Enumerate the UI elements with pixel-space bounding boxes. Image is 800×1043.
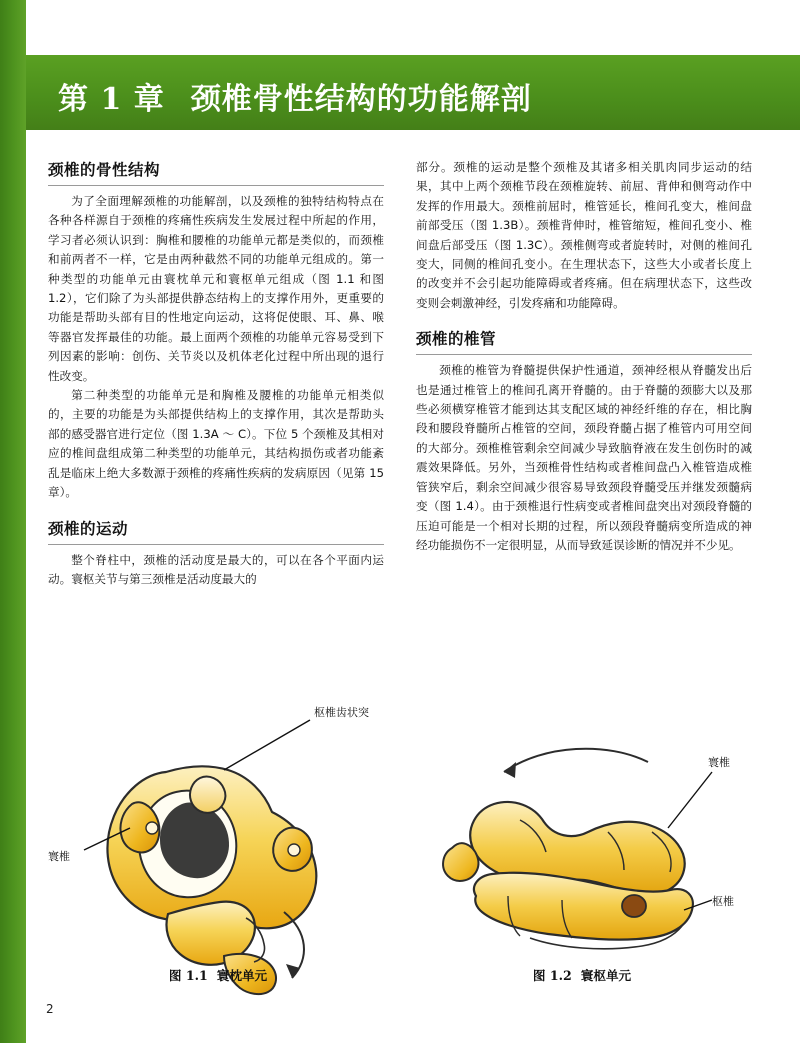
vertebral-foramen [622,895,646,917]
paragraph-left-3: 整个脊柱中，颈椎的活动度是最大的，可以在各个平面内运动。寰枢关节与第三颈椎是活动度最大的 [48,552,384,586]
figure-1-1-illustration [48,700,388,1000]
paragraph-right-2: 颈椎的椎管为脊髓提供保护性通道，颈神经根从脊髓发出后也是通过椎管上的椎间孔离开脊髓的。由于脊髓的颈膨大以及那些必须横穿椎管才能到达其支配区域的神经纤维的存在，相比胸段和腰段脊髓所占椎管的空间，颈段脊髓占据了椎管内可用空间的大部分。颈椎椎管剩余空间减少导致脑脊液在发生创伤时的减震效果降低。另外，当颈椎骨性结构或者椎间盘凸入椎管造成椎管狭窄后，剩余空间减少很容易导致颈段脊髓受压并继发颈髓病变（图 1.4）。由于颈椎退行性病变或者椎间盘突出对颈段脊髓的压迫可能是一个相对长期的过程，所以颈段脊髓病变所造成的神经功能损伤不一定很明显，从而导致延误诊断的情况并不少见。 [416,363,752,552]
figure-1-1-caption-text: 寰枕单元 [216,968,268,983]
article-body [48,158,752,693]
anterior-process [443,843,478,881]
left-green-bar [0,0,26,1043]
facet-detail-right [288,844,300,856]
figure-1-2-illustration [412,700,752,1000]
section-heading-bone-structure: 颈椎的骨性结构 [48,158,384,186]
page-number: 2 [46,1002,54,1016]
figures-row [48,700,752,1000]
chapter-number: 第 1 章 [58,82,165,117]
annotation-axis-label: 枢椎 [712,895,734,908]
chapter-title [58,74,532,118]
paragraph-left-2: 第二种类型的功能单元是和胸椎及腰椎的功能单元相类似的，主要的功能是为头部提供结构上的支撑作用，其次是帮助头部的感受器官进行定位（图 1.3A ～ C）。下位 5 个颈椎及其相对应的椎间盘组成第二种类型的功能单元，其结构损伤或者功能紊乱是临床上绝大多数源于颈椎的疼痛性疾病的发病原因（见第 15 章）。 [48,388,384,500]
annotation-dens-label: 枢椎齿状突 [314,706,369,719]
column-left [48,158,384,589]
figure-1-2-caption [412,965,752,984]
figure-1-1 [48,700,388,1000]
section-heading-motion: 颈椎的运动 [48,517,384,545]
column-right [416,158,752,555]
chapter-title-text: 颈椎骨性结构的功能解剖 [190,82,532,117]
figure-1-2 [412,700,752,1000]
annotation-atlas-2-label: 寰椎 [708,756,730,769]
annotation-atlas-label: 寰椎 [48,850,70,863]
paragraph-right-1: 部分。颈椎的运动是整个颈椎及其诸多相关肌肉同步运动的结果，其中上两个颈椎节段在颈椎旋转、前屈、背伸和侧弯动作中发挥的作用最大。颈椎前屈时，椎管延长，椎间孔变大，椎间盘前部受压（图 1.3B）。颈椎背伸时，椎管缩短，椎间孔变小、椎间盘后部受压（图 1.3C）。颈椎侧弯或者旋转时，对侧的椎间孔变大，同侧的椎间孔变小。在生理状态下，这些大小或者长度上的改变并不会引起功能障碍或者疼痛。但在病理状态下，这些改变则会刺激神经，引发疼痛和功能障碍。 [416,160,752,310]
section-heading-spinal-canal: 颈椎的椎管 [416,327,752,355]
figure-1-1-caption [48,965,388,984]
rotation-arrow-top [504,749,648,778]
facet-detail-left [146,822,158,834]
paragraph-left-1: 为了全面理解颈椎的功能解剖，以及颈椎的独特结构特点在各种各样源自于颈椎的疼痛性疾病发生发展过程中所起的作用，学习者必须认识到：胸椎和腰椎的功能单元都是类似的，而颈椎和前两者不一样，它是由两种截然不同的功能单元组成的。第一种类型的功能单元由寰枕单元和寰枢单元组成（图 1.1 和图 1.2），它们除了为头部提供静态结构上的支撑作用外，更重要的功能是帮助头部有目的性地定向运动，这将促使眼、耳、鼻、喉等器官发挥最佳的功能。最上面两个颈椎的功能单元容易受到下列因素的影响：创伤、关节炎以及机体老化过程中所出现的退行性改变。 [48,194,384,383]
dens-shape [190,777,225,813]
annotation-atlas-2 [668,755,730,828]
figure-1-1-label: 图 1.1 [168,968,208,983]
annotation-dens [224,705,369,770]
figure-1-2-caption-text: 寰枢单元 [580,968,632,983]
figure-1-2-label: 图 1.2 [532,968,572,983]
